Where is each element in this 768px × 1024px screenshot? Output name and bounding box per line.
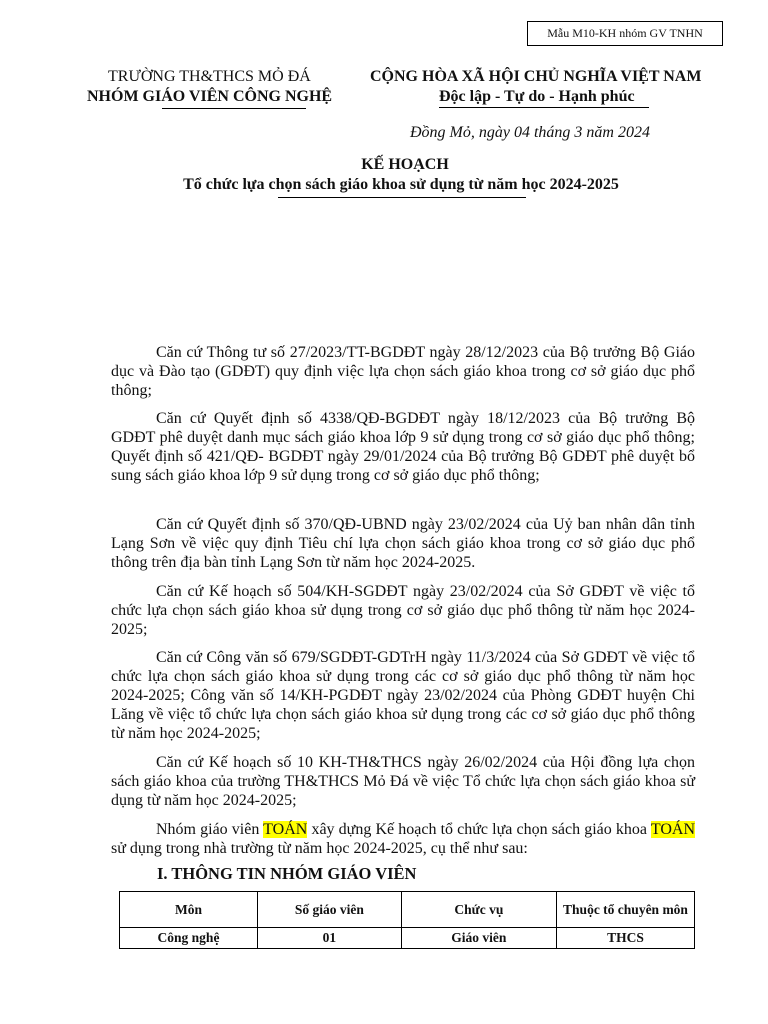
cell-department: THCS bbox=[557, 928, 695, 949]
paragraph-7-part3: sử dụng trong nhà trường từ năm học 2024-2025, cụ thể như sau: bbox=[111, 840, 528, 857]
paragraph-3: Căn cứ Quyết định số 370/QĐ-UBND ngày 23/02/2024 của Uỷ ban nhân dân tỉnh Lạng Sơn về việc quy định Tiêu chí lựa chọn sách giáo khoa trong cơ sở giáo dục phổ thông trên địa bàn tỉnh Lạng Sơn từ năm học 2024-2025. bbox=[111, 516, 695, 571]
group-underline bbox=[162, 108, 306, 109]
group-name: NHÓM GIÁO VIÊN CÔNG NGHỆ bbox=[87, 88, 333, 105]
school-name: TRƯỜNG TH&THCS MỎ ĐÁ bbox=[108, 68, 311, 85]
cell-teacher-count: 01 bbox=[258, 928, 402, 949]
paragraph-2: Căn cứ Quyết định số 4338/QĐ-BGDĐT ngày 18/12/2023 của Bộ trưởng Bộ GDĐT phê duyệt danh mục sách giáo khoa lớp 9 sử dụng trong cơ sở giáo dục phổ thông; Quyết định số 421/QĐ- BGDĐT ngày 29/01/2024 của Bộ trưởng Bộ GDĐT phê duyệt bổ sung sách giáo khoa lớp 9 sử dụng trong cơ sở giáo dục phổ thông; bbox=[111, 410, 695, 484]
header-department: Thuộc tổ chuyên môn bbox=[557, 892, 695, 928]
section-title: I. THÔNG TIN NHÓM GIÁO VIÊN bbox=[157, 864, 417, 883]
republic-title: CỘNG HÒA XÃ HỘI CHỦ NGHĨA VIỆT NAM bbox=[370, 68, 702, 85]
form-code-box: Mẫu M10-KH nhóm GV TNHN bbox=[527, 21, 723, 46]
motto-underline bbox=[439, 107, 649, 108]
paragraph-4: Căn cứ Kế hoạch số 504/KH-SGDĐT ngày 23/02/2024 của Sở GDĐT về việc tổ chức lựa chọn sách giáo khoa sử dụng trong cơ sở giáo dục phổ thông từ năm học 2024-2025; bbox=[111, 583, 695, 638]
header-teacher-count: Số giáo viên bbox=[258, 892, 402, 928]
paragraph-7 bbox=[111, 820, 695, 858]
table-row bbox=[120, 928, 695, 949]
subject-highlight-1: TOÁN bbox=[263, 821, 308, 838]
date-line: Đồng Mỏ, ngày 04 tháng 3 năm 2024 bbox=[410, 124, 650, 141]
motto: Độc lập - Tự do - Hạnh phúc bbox=[439, 88, 635, 105]
header-position: Chức vụ bbox=[401, 892, 556, 928]
paragraph-1: Căn cứ Thông tư số 27/2023/TT-BGDĐT ngày 28/12/2023 của Bộ trưởng Bộ Giáo dục và Đào tạo (GDĐT) quy định việc lựa chọn sách giáo khoa trong cơ sở giáo dục phổ thông; bbox=[111, 344, 695, 399]
cell-position: Giáo viên bbox=[401, 928, 556, 949]
document-subtitle: Tổ chức lựa chọn sách giáo khoa sử dụng từ năm học 2024-2025 bbox=[183, 176, 619, 193]
document-title: KẾ HOẠCH bbox=[361, 156, 449, 173]
cell-subject: Công nghệ bbox=[120, 928, 258, 949]
paragraph-7-part1: Nhóm giáo viên bbox=[156, 821, 264, 838]
subtitle-underline bbox=[278, 197, 526, 198]
subject-highlight-2: TOÁN bbox=[650, 821, 695, 838]
paragraph-6: Căn cứ Kế hoạch số 10 KH-TH&THCS ngày 26/02/2024 của Hội đồng lựa chọn sách giáo khoa của trường TH&THCS Mỏ Đá về việc Tổ chức lựa chọn sách giáo khoa sử dụng từ năm học 2024-2025; bbox=[111, 754, 695, 809]
header-subject: Môn bbox=[120, 892, 258, 928]
teacher-info-table bbox=[119, 891, 695, 949]
table-header-row bbox=[120, 892, 695, 928]
paragraph-5: Căn cứ Công văn số 679/SGDĐT-GDTrH ngày 11/3/2024 của Sở GDĐT về việc tổ chức lựa chọn sách giáo khoa sử dụng trong các cơ sở giáo dục phổ thông từ năm học 2024-2025; Công văn số 14/KH-PGDĐT ngày 23/02/2024 của Phòng GDĐT huyện Chi Lăng về việc tổ chức lựa chọn sách giáo khoa sử dụng trong các cơ sở giáo dục phổ thông từ năm học 2024-2025; bbox=[111, 649, 695, 742]
paragraph-7-part2: xây dựng Kế hoạch tổ chức lựa chọn sách giáo khoa bbox=[307, 821, 651, 838]
